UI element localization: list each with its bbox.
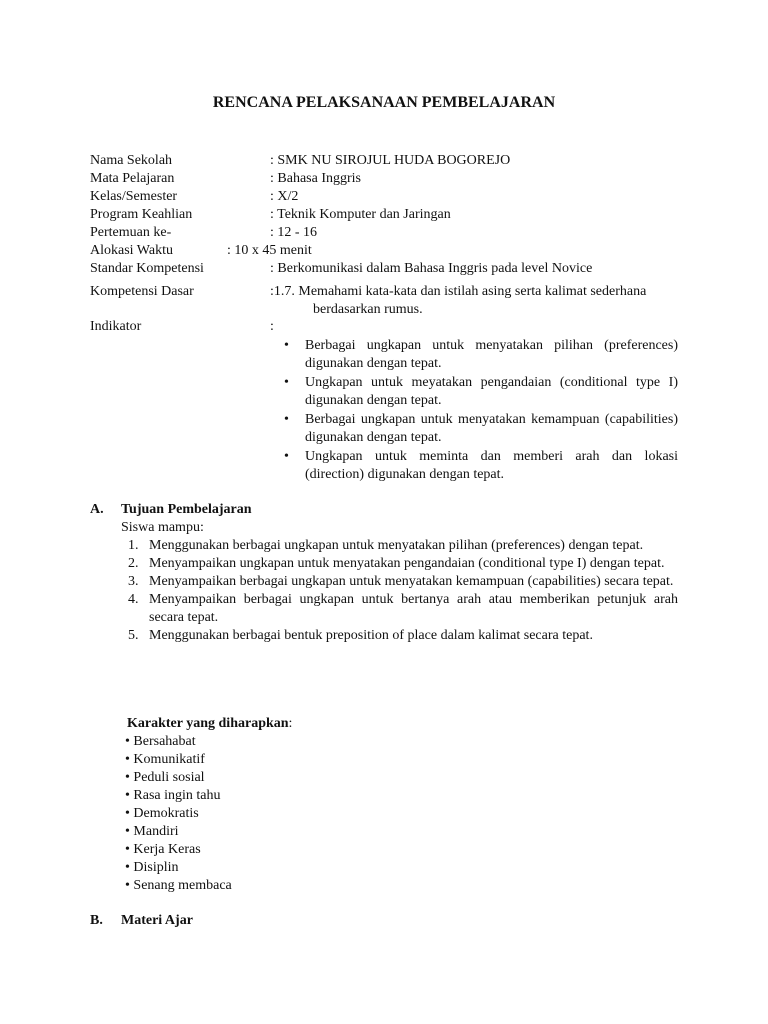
bullet-icon: • (125, 806, 130, 821)
karakter-text: Disiplin (133, 860, 179, 875)
objectives-list (128, 537, 678, 645)
field-label: Pertemuan ke- (90, 225, 172, 240)
karakter-item (125, 805, 232, 823)
indicator-text: Berbagai ungkapan untuk menyatakan kemampuan (capabilities) digunakan dengan tepat. (305, 412, 678, 445)
field-label: Nama Sekolah (90, 153, 173, 168)
bullet-icon: • (284, 338, 289, 353)
section-title: Materi Ajar (121, 913, 193, 928)
objective-item (128, 627, 678, 645)
karakter-list (125, 733, 232, 895)
item-number: 2. (128, 556, 139, 571)
indicator-item (284, 448, 678, 484)
field-value: : Berkomunikasi dalam Bahasa Inggris pada level Novice (270, 261, 593, 276)
karakter-item (125, 823, 232, 841)
identity-row-kelas-semester (90, 188, 690, 206)
section-title: Tujuan Pembelajaran (121, 502, 252, 517)
field-value: : 10 x 45 menit (227, 243, 312, 258)
bullet-icon: • (284, 412, 289, 427)
objective-item (128, 573, 678, 591)
karakter-text: Bersahabat (133, 734, 196, 749)
field-label: Mata Pelajaran (90, 171, 175, 186)
indicator-text: Ungkapan untuk meminta dan memberi arah dan lokasi (direction) digunakan dengan tepat. (305, 449, 678, 482)
objective-item (128, 591, 678, 627)
karakter-item (125, 787, 232, 805)
karakter-item (125, 769, 232, 787)
field-value: : SMK NU SIROJUL HUDA BOGOREJO (270, 153, 511, 168)
field-label: Indikator (90, 319, 142, 334)
karakter-heading (127, 715, 292, 733)
indicator-text: Ungkapan untuk meyatakan pengandaian (conditional type I) digunakan dengan tepat. (305, 375, 678, 408)
karakter-item (125, 751, 232, 769)
karakter-text: Rasa ingin tahu (133, 788, 221, 803)
field-value: : Bahasa Inggris (270, 171, 361, 186)
objective-text: Menyampaikan berbagai ungkapan untuk menyatakan kemampuan (capabilities) secara tepat. (149, 574, 674, 589)
field-label: Program Keahlian (90, 207, 193, 222)
field-label: Alokasi Waktu (90, 243, 173, 258)
indicator-item (284, 337, 678, 373)
identity-row-alokasi-waktu (90, 242, 690, 260)
bullet-icon: • (284, 375, 289, 390)
bullet-icon: • (125, 734, 130, 749)
item-number: 5. (128, 628, 139, 643)
karakter-text: Komunikatif (133, 752, 205, 767)
karakter-title: Karakter yang diharapkan (127, 716, 289, 731)
objective-text: Menggunakan berbagai bentuk preposition of place dalam kalimat secara tepat. (149, 628, 593, 643)
section-a-heading (90, 501, 252, 519)
field-label: Standar Kompetensi (90, 261, 204, 276)
indicator-list (284, 337, 678, 485)
bullet-icon: • (125, 788, 130, 803)
bullet-icon: • (125, 770, 130, 785)
field-value: : X/2 (270, 189, 299, 204)
objective-text: Menyampaikan ungkapan untuk menyatakan pengandaian (conditional type I) dengan tepat. (149, 556, 665, 571)
karakter-text: Demokratis (133, 806, 199, 821)
field-value-continuation: berdasarkan rumus. (313, 302, 423, 317)
field-label: Kelas/Semester (90, 189, 178, 204)
identity-row-nama-sekolah (90, 152, 690, 170)
field-label: Kompetensi Dasar (90, 284, 194, 299)
indicator-item (284, 374, 678, 410)
indicator-text: Berbagai ungkapan untuk menyatakan pilihan (preferences) digunakan dengan tepat. (305, 338, 678, 371)
bullet-icon: • (125, 860, 130, 875)
section-marker: B. (90, 913, 103, 928)
identity-row-mata-pelajaran (90, 170, 690, 188)
bullet-icon: • (284, 449, 289, 464)
bullet-icon: • (125, 752, 130, 767)
karakter-text: Senang membaca (133, 878, 232, 893)
bullet-icon: • (125, 878, 130, 893)
karakter-text: Kerja Keras (133, 842, 201, 857)
bullet-icon: • (125, 842, 130, 857)
identity-row-standar-kompetensi (90, 260, 690, 278)
section-marker: A. (90, 502, 104, 517)
field-value: : 12 - 16 (270, 225, 318, 240)
section-b-heading (90, 912, 193, 930)
field-value: :1.7. Memahami kata-kata dan istilah asing serta kalimat sederhana (270, 284, 647, 299)
bullet-icon: • (125, 824, 130, 839)
karakter-item (125, 841, 232, 859)
karakter-item (125, 859, 232, 877)
identity-row-indikator (90, 318, 690, 336)
objective-text: Menggunakan berbagai ungkapan untuk menyatakan pilihan (preferences) dengan tepat. (149, 538, 644, 553)
field-value: : Teknik Komputer dan Jaringan (270, 207, 451, 222)
item-number: 4. (128, 592, 139, 607)
document-title: RENCANA PELAKSANAAN PEMBELAJARAN (212, 94, 556, 111)
karakter-item (125, 733, 232, 751)
objective-item (128, 555, 678, 573)
field-value: : (270, 319, 274, 334)
karakter-item (125, 877, 232, 895)
identity-row-kompetensi-dasar (90, 283, 690, 301)
objective-text: Menyampaikan berbagai ungkapan untuk bertanya arah atau memberikan petunjuk arah secara tepat. (149, 592, 678, 625)
indicator-item (284, 411, 678, 447)
karakter-text: Mandiri (133, 824, 179, 839)
objectives-intro: Siswa mampu: (121, 520, 204, 535)
item-number: 3. (128, 574, 139, 589)
objective-item (128, 537, 678, 555)
karakter-colon: : (288, 716, 293, 731)
identity-row-program-keahlian (90, 206, 690, 224)
karakter-text: Peduli sosial (133, 770, 205, 785)
identity-row-pertemuan (90, 224, 690, 242)
item-number: 1. (128, 538, 139, 553)
